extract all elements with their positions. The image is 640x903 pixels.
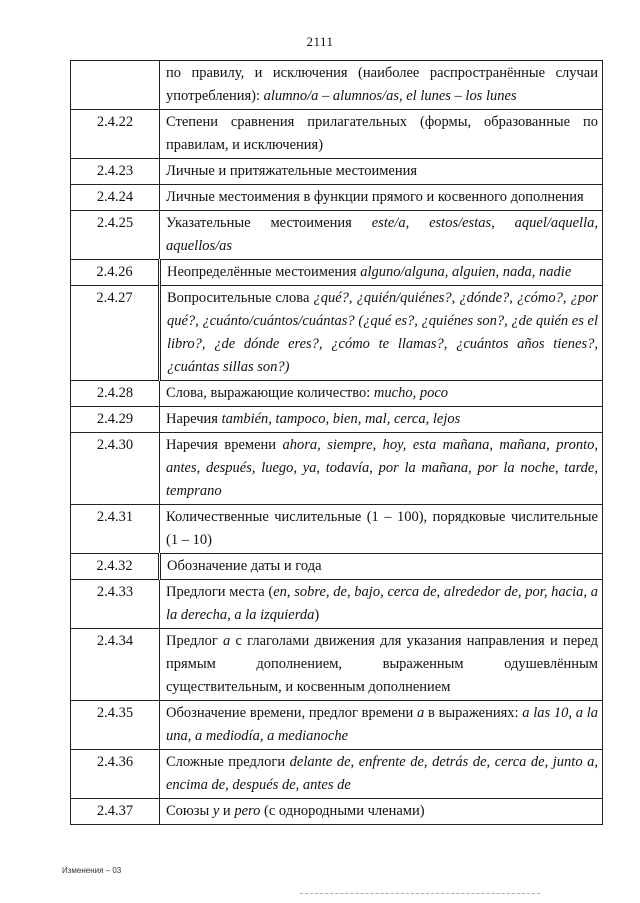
table-row: [71, 110, 603, 159]
description-text: Наречия: [166, 411, 222, 427]
section-number: 2.4.28: [71, 381, 160, 407]
topic-description: [160, 407, 603, 433]
description-text: Предлог: [166, 633, 224, 649]
table-body: [71, 61, 603, 825]
description-text: ): [314, 607, 320, 623]
topic-description: [160, 185, 603, 211]
topic-description: [160, 701, 603, 750]
section-number: 2.4.36: [71, 750, 160, 799]
section-number: [71, 61, 160, 110]
section-number: 2.4.31: [71, 505, 160, 554]
description-text: Количественные числительные (1 – 100), порядковые числительные (1 – 10): [166, 509, 598, 548]
table-row: [71, 554, 603, 580]
section-number: 2.4.29: [71, 407, 160, 433]
topic-description: [160, 554, 603, 580]
spanish-example-text: también, tampoco, bien, mal, cerca, lejos: [221, 411, 461, 427]
section-number: 2.4.32: [71, 554, 160, 580]
bottom-dashed-rule: [300, 893, 540, 894]
table-row: [71, 750, 603, 799]
description-text: Личные и притяжательные местоимения: [166, 163, 418, 179]
grammar-topics-table: [70, 60, 603, 825]
spanish-example-text: y: [212, 803, 220, 819]
section-number: 2.4.34: [71, 629, 160, 701]
topic-description: [160, 260, 603, 286]
section-number: 2.4.27: [71, 286, 160, 381]
description-text: с глаголами движения для указания направления и перед прямым дополнением, выраженным одушевлённым существительным, и косвенным дополнением: [166, 633, 599, 695]
spanish-example-text: alumno/a – alumnos/as, el lunes – los lunes: [263, 88, 517, 104]
description-text: (с однородными членами): [260, 803, 425, 819]
topic-description: [160, 629, 603, 701]
section-number: 2.4.33: [71, 580, 160, 629]
topic-description: [160, 433, 603, 505]
spanish-example-text: en, sobre, de, bajo, cerca de, alrededor de, por, hacia, a la derecha, a la izquierda: [166, 584, 598, 623]
table-row: [71, 286, 603, 381]
topic-description: [160, 159, 603, 185]
spanish-example-text: alguno/alguna, alguien, nada, nadie: [360, 264, 572, 280]
description-text: Обозначение даты и года: [167, 558, 322, 574]
table-row: [71, 629, 603, 701]
description-text: Неопределённые местоимения: [167, 264, 361, 280]
topic-description: [160, 580, 603, 629]
topic-description: [160, 286, 603, 381]
topic-description: [160, 381, 603, 407]
description-text: Союзы: [166, 803, 213, 819]
spanish-example-text: a las 10, a la una, a mediodía, a medianoche: [166, 705, 598, 744]
description-text: в выражениях:: [424, 705, 523, 721]
topic-description: [160, 211, 603, 260]
table-row: [71, 159, 603, 185]
description-text: Указательные местоимения: [166, 215, 372, 231]
section-number: 2.4.22: [71, 110, 160, 159]
section-number: 2.4.37: [71, 799, 160, 825]
table-row: [71, 185, 603, 211]
table-row: [71, 61, 603, 110]
topic-description: [160, 110, 603, 159]
table-row: [71, 701, 603, 750]
description-text: Предлоги места (: [166, 584, 274, 600]
table-row: [71, 580, 603, 629]
topic-description: [160, 61, 603, 110]
table-row: [71, 260, 603, 286]
spanish-example-text: ahora, siempre, hoy, esta mañana, mañana, pronto, antes, después, luego, ya, todavía, por la mañana, por la noche, tarde, temprano: [166, 437, 598, 499]
spanish-example-text: este/a, estos/estas, aquel/aquella, aquellos/as: [166, 215, 598, 254]
section-number: 2.4.24: [71, 185, 160, 211]
description-text: по правилу, и исключения (наиболее распространённые случаи употребления):: [166, 65, 598, 104]
section-number: 2.4.30: [71, 433, 160, 505]
section-number: 2.4.23: [71, 159, 160, 185]
spanish-example-text: ¿qué?, ¿quién/quiénes?, ¿dónde?, ¿cómo?, ¿por qué?, ¿cuánto/cuántos/cuántas? (¿qué es?, ¿quiénes son?, ¿de quién es el libro?, ¿de dónde eres?, ¿cómo te llamas?, ¿cuántos años tienes?, ¿cuántas sillas son?): [167, 290, 598, 375]
page-number: 2111: [306, 34, 334, 49]
description-text: Сложные предлоги: [166, 754, 290, 770]
spanish-example-text: a: [417, 705, 425, 721]
spanish-example-text: a: [223, 633, 231, 649]
section-number: 2.4.26: [71, 260, 160, 286]
table-row: [71, 799, 603, 825]
table-row: [71, 407, 603, 433]
description-text: Слова, выражающие количество:: [166, 385, 374, 401]
spanish-example-text: pero: [234, 803, 261, 819]
description-text: Обозначение времени, предлог времени: [166, 705, 418, 721]
description-text: Степени сравнения прилагательных (формы, образованные по правилам, и исключения): [166, 114, 598, 153]
description-text: Вопросительные слова: [167, 290, 314, 306]
description-text: и: [219, 803, 235, 819]
spanish-example-text: mucho, poco: [373, 385, 449, 401]
topic-description: [160, 750, 603, 799]
topic-description: [160, 505, 603, 554]
table-row: [71, 433, 603, 505]
footer-revision-label: Изменения – 03: [62, 866, 122, 875]
table-row: [71, 505, 603, 554]
section-number: 2.4.25: [71, 211, 160, 260]
description-text: Наречия времени: [166, 437, 283, 453]
spanish-example-text: delante de, enfrente de, detrás de, cerca de, junto a, encima de, después de, antes de: [166, 754, 598, 793]
topic-description: [160, 799, 603, 825]
table-row: [71, 211, 603, 260]
section-number: 2.4.35: [71, 701, 160, 750]
description-text: Личные местоимения в функции прямого и косвенного дополнения: [166, 189, 584, 205]
table-row: [71, 381, 603, 407]
